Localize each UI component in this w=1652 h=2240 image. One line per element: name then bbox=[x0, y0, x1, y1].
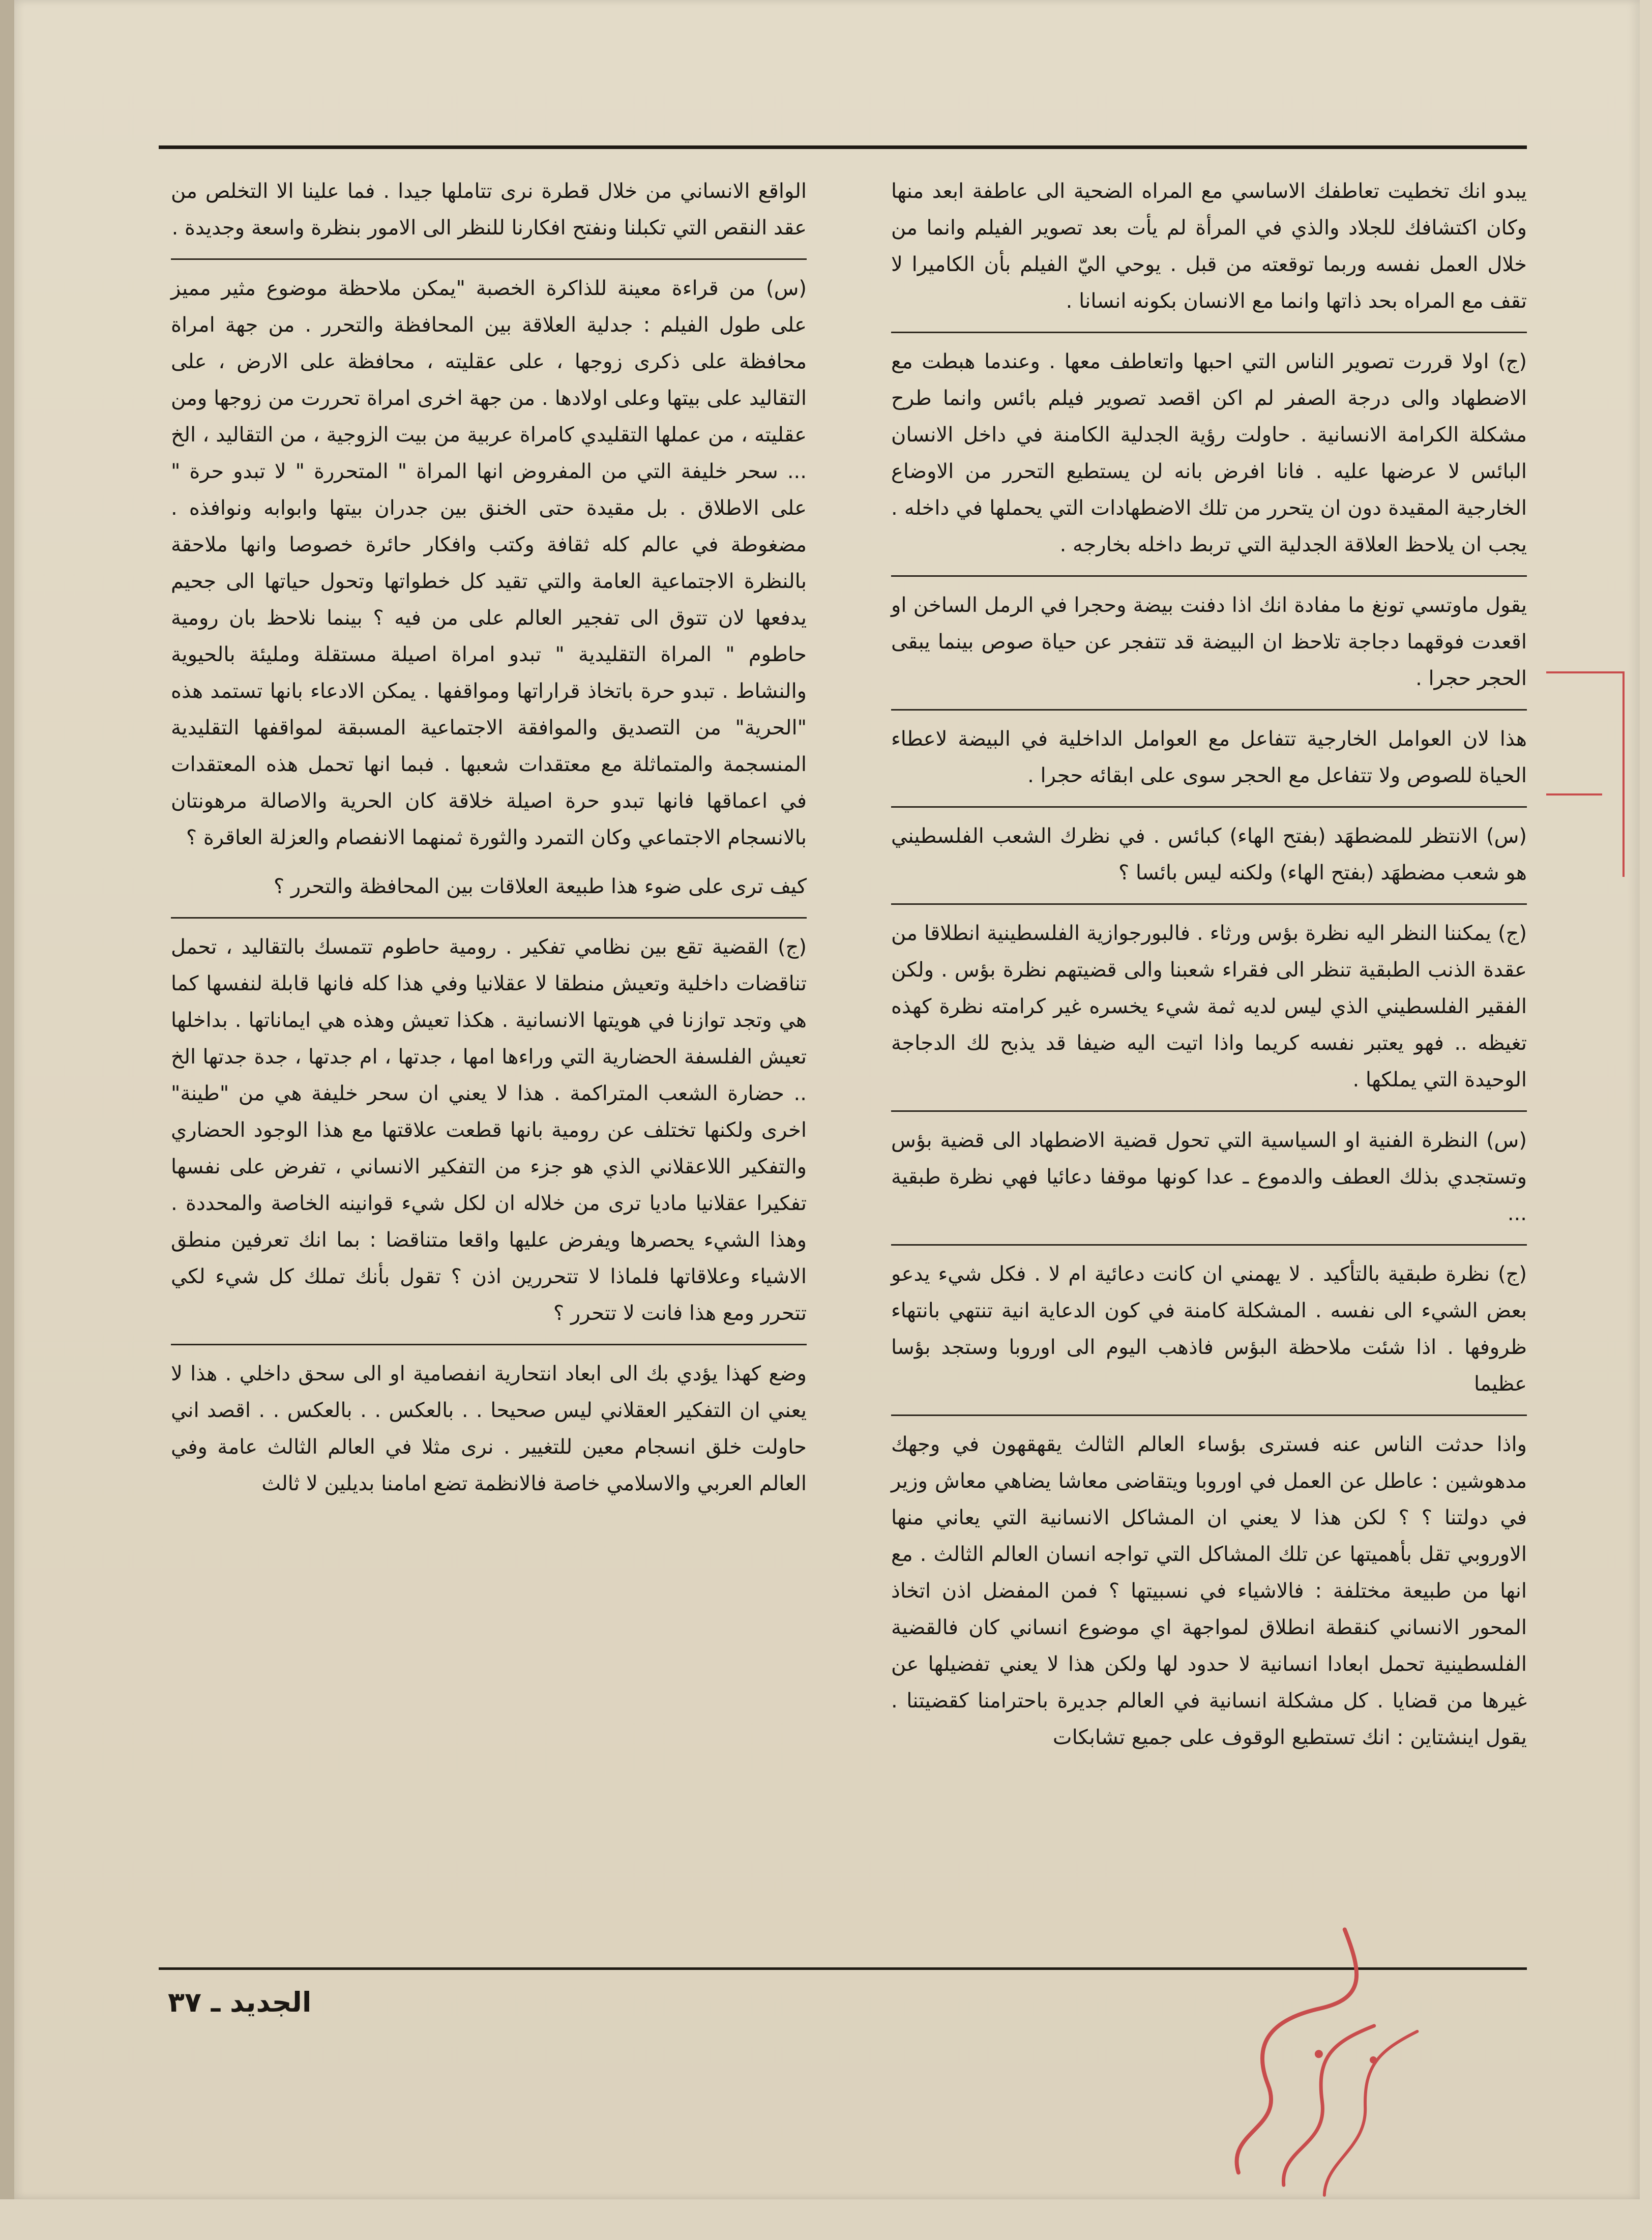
margin-bracket-annotation bbox=[1546, 671, 1625, 877]
paragraph: (ج) يمكننا النظر اليه نظرة بؤس ورثاء . فالبورجوازية الفلسطينية انطلاقا من عقدة الذنب الطبقية تنظر الى فقراء شعبنا والى قضيتهم نظرة بؤس . ولكن الفقير الفلسطيني الذي ليس لديه ثمة شيء يخسره غير كرامته نظرة كهذه تغيظه .. فهو يعتبر نفسه كريما واذا اتيت اليه ضيفا قد يذبح لك الدجاجة الوحيدة التي يملكها . bbox=[891, 922, 1527, 1092]
divider bbox=[891, 1244, 1527, 1246]
divider bbox=[171, 1344, 807, 1345]
divider bbox=[891, 709, 1527, 711]
divider bbox=[891, 1414, 1527, 1416]
divider bbox=[171, 258, 807, 260]
paragraph: كيف ترى على ضوء هذا طبيعة العلاقات بين المحافظة والتحرر ؟ bbox=[273, 875, 807, 898]
paragraph: (ج) القضية تقع بين نظامي تفكير . رومية حاطوم تتمسك بالتقاليد ، تحمل تناقضات داخلية وتعيش منطقا لا عقلانيا وفي هذا كله فانها قابلة لنفسها كما هي وتجد توازنا في هويتها الانسانية . هكذا تعيش وهذه هي ايماناتها . بداخلها تعيش الفلسفة الحضارية التي وراءها امها ، جدتها ، ام جدتها ، جدة جدتها الخ .. حضارة الشعب المتراكمة . هذا لا يعني ان سحر خليفة هي من "طينة" اخرى ولكنها تختلف عن رومية بانها قطعت علاقتها مع هذا الوجود الحضاري والتفكير اللاعقلاني الذي هو جزء من التفكير الانساني ، تفرض على نفسها تفكيرا عقلانيا ماديا ترى من خلاله ان لكل شيء قوانينه الخاصة والمحددة . وهذا الشيء يحصرها ويفرض عليها واقعا متناقضا : بما انك تعرفين منطق الاشياء وعلاقاتها فلماذا لا تتحررين اذن ؟ تقول بأنك تملك كل شيء لكي تتحرر ومع هذا فانت لا تتحرر ؟ bbox=[171, 935, 807, 1325]
right-column bbox=[891, 173, 1527, 1768]
left-column bbox=[171, 173, 807, 1514]
paragraph: يقول ماوتسي تونغ ما مفادة انك اذا دفنت بيضة وحجرا في الرمل الساخن او اقعدت فوقهما دجاجة تلاحظ ان البيضة قد تتفجر عن حياة صوص بينما يبقى الحجر حجرا . bbox=[891, 594, 1527, 690]
paragraph: هذا لان العوامل الخارجية تتفاعل مع العوامل الداخلية في البيضة لاعطاء الحياة للصوص ولا تتفاعل مع الحجر سوى على ابقائه حجرا . bbox=[891, 727, 1527, 787]
margin-tick-annotation bbox=[1546, 793, 1602, 795]
divider bbox=[891, 575, 1527, 577]
divider bbox=[891, 806, 1527, 808]
divider bbox=[891, 1110, 1527, 1112]
divider bbox=[891, 903, 1527, 905]
paragraph: يبدو انك تخطيت تعاطفك الاساسي مع المراه الضحية الى عاطفة ابعد منها وكان اكتشافك للجلاد والذي في المرأة لم يأت بعد تصوير الفيلم وانما من خلال العمل نفسه وربما توقعته من قبل . يوحي اليّ الفيلم بأن الكاميرا لا تقف مع المراه بحد ذاتها وانما مع الانسان بكونه انسانا . bbox=[891, 180, 1527, 313]
page-footer: الجديد ـ ٣٧ bbox=[168, 1986, 312, 2018]
paragraph: (ج) نظرة طبقية بالتأكيد . لا يهمني ان كانت دعائية ام لا . فكل شيء يدعو بعض الشيء الى نفسه . المشكلة كامنة في كون الدعاية انية تنتهي بانتهاء ظروفها . اذا شئت ملاحظة البؤس فاذهب اليوم الى اوروبا وستجد بؤسا عظيما bbox=[891, 1262, 1527, 1396]
paragraph: واذا حدثت الناس عنه فسترى بؤساء العالم الثالث يقهقهون في وجهك مدهوشين : عاطل عن العمل في اوروبا ويتقاضى معاشا يضاهي معاش وزير في دولتنا ؟ ؟ لكن هذا لا يعني ان المشاكل الانسانية التي يعاني منها الاوروبي تقل بأهميتها عن تلك المشاكل التي تواجه انسان العالم الثالث . مع انها من طبيعة مختلفة : فالاشياء في نسبيتها ؟ فمن المفضل اذن اتخاذ المحور الانساني كنقطة انطلاق لمواجهة اي موضوع انساني كان فالقضية الفلسطينية تحمل ابعادا انسانية لا حدود لها ولكن هذا لا يعني تفضيلها عن غيرها من قضايا . كل مشكلة انسانية في العالم جديرة باحترامنا كقضيتنا . يقول اينشتاين : انك تستطيع الوقوف على جميع تشابكات bbox=[891, 1433, 1527, 1749]
paragraph: الواقع الانساني من خلال قطرة نرى تتاملها جيدا . فما علينا الا التخلص من عقد النقص التي تكبلنا ونفتح افكارنا للنظر الى الامور بنظرة واسعة وجديدة . bbox=[171, 180, 807, 240]
paragraph: (ج) اولا قررت تصوير الناس التي احبها واتعاطف معها . وعندما هبطت مع الاضطهاد والى درجة الصفر لم اكن اقصد تصوير فيلم بائس وانما طرح مشكلة الكرامة الانسانية . حاولت رؤية الجدلية الكامنة في داخل الانسان البائس لا عرضها عليه . فانا افرض بانه لن يستطيع التحرر من الاوضاع الخارجية المقيدة دون ان يتحرر من تلك الاضطهادات التي يحملها في داخله . يجب ان يلاحظ العلاقة الجدلية التي تربط داخله بخارجه . bbox=[891, 350, 1527, 556]
divider bbox=[171, 917, 807, 919]
top-rule bbox=[159, 145, 1527, 149]
paragraph: وضع كهذا يؤدي بك الى ابعاد انتحارية انفصامية او الى سحق داخلي . هذا لا يعني ان التفكير العقلاني ليس صحيحا . . بالعكس . . بالعكس . . اقصد اني حاولت خلق انسجام معين للتغيير . نرى مثلا في العالم الثالث عامة وفي العالم العربي والاسلامي خاصة فالانظمة تضع امامنا بديلين لا ثالث bbox=[171, 1362, 807, 1495]
divider bbox=[891, 332, 1527, 333]
scan-edge bbox=[0, 0, 15, 2199]
paragraph: (س) من قراءة معينة للذاكرة الخصبة "يمكن ملاحظة موضوع مثير مميز على طول الفيلم : جدلية العلاقة بين المحافظة والتحرر . من جهة امراة محافظة على ذكرى زوجها ، على عقليته ، محافظة على الارض ، على التقاليد على بيتها وعلى اولادها . من جهة اخرى امراة تحررت من زوجها ومن عقليته ، من عملها التقليدي كامراة عربية من بيت الزوجية ، من التقاليد ، الخ ... سحر خليفة التي من المفروض انها المراة " المتحررة " لا تبدو حرة " على الاطلاق . بل مقيدة حتى الخنق بين جدران بيتها وابوابه ونوافذه . مضغوطة في عالم كله ثقافة وكتب وافكار حائرة خصوصا وانها ملاحقة بالنظرة الاجتماعية العامة والتي تقيد كل خطواتها وتحول حياتها الى جحيم يدفعها لان تتوق الى تفجير العالم على من فيه ؟ بينما نلاحظ بان رومية حاطوم " المراة التقليدية " تبدو امراة اصيلة مستقلة ومليئة بالحيوية والنشاط . تبدو حرة باتخاذ قراراتها ومواقفها . يمكن الادعاء بانها تستمد هذه "الحرية" من التصديق والموافقة الاجتماعية المسبقة لمواقفها التقليدية المنسجمة والمتماثلة مع معتقدات شعبها . فبما انها تحمل هذه المعتقدات في اعماقها فانها تبدو حرة اصيلة خلاقة كان الحرية والاصالة مرهونتان بالانسجام الاجتماعي وكان التمرد والثورة ثمنهما الانفصام والعزلة العاقرة ؟ bbox=[171, 277, 807, 849]
paragraph: (س) الانتظر للمضطهَد (بفتح الهاء) كبائس . في نظرك الشعب الفلسطيني هو شعب مضطهَد (بفتح الهاء) ولكنه ليس بائسا ؟ bbox=[891, 824, 1527, 885]
paragraph: (س) النظرة الفنية او السياسية التي تحول قضية الاضطهاد الى قضية بؤس وتستجدي بذلك العطف والدموع ـ عدا كونها موقفا دعائيا فهي نظرة طبقية ... bbox=[891, 1129, 1527, 1225]
